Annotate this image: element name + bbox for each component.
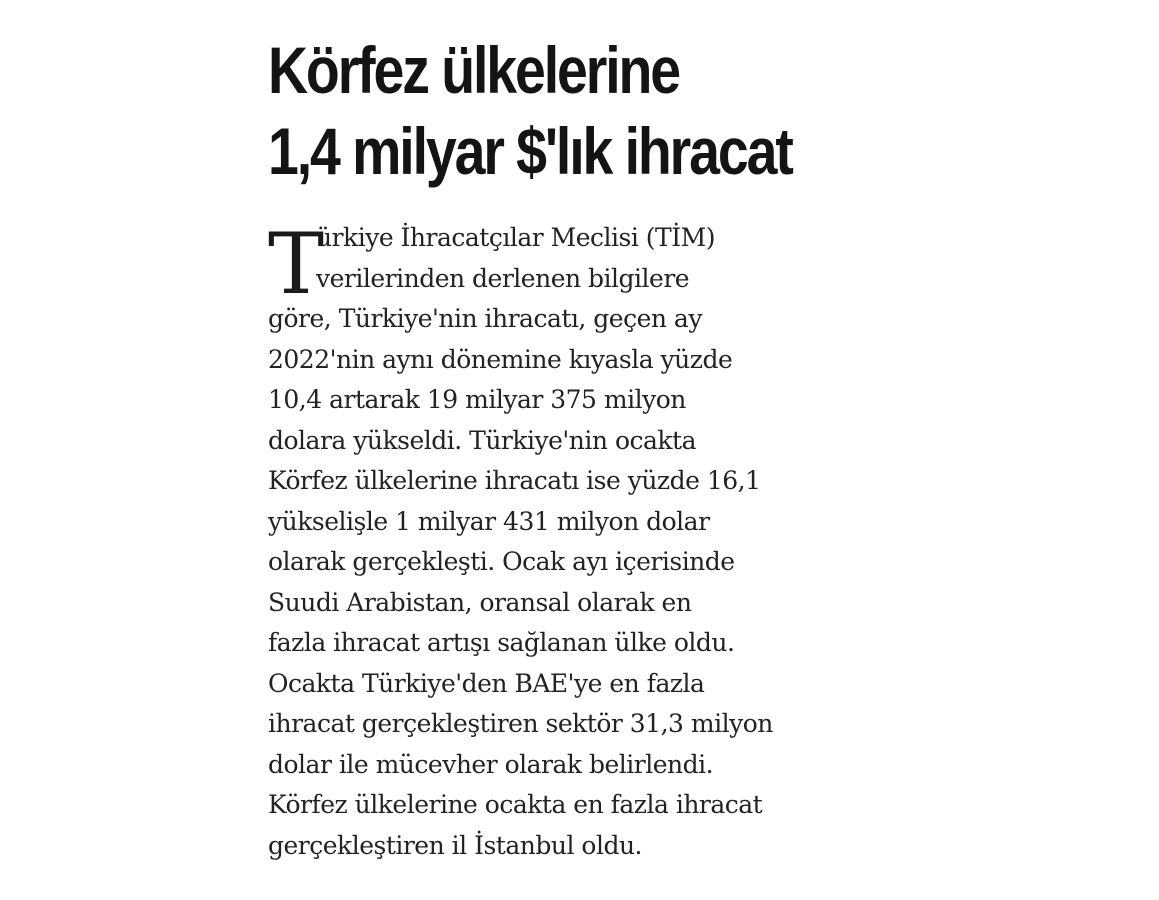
article-line: ürkiye İhracatçılar Meclisi (TİM): [316, 223, 715, 252]
headline: [268, 30, 906, 192]
article-body: [268, 215, 908, 866]
article-line: gerçekleştiren il İstanbul oldu.: [268, 830, 642, 860]
article-line: 10,4 artarak 19 milyar 375 milyon: [268, 385, 686, 414]
article-line: dolar ile mücevher olarak belirlendi.: [268, 749, 714, 779]
article-line: yükselişle 1 milyar 431 milyon dolar: [268, 506, 710, 536]
article-line: 2022'nin aynı dönemine kıyasla yüzde: [268, 344, 733, 374]
article-line: olarak gerçekleşti. Ocak ayı içerisinde: [268, 547, 735, 576]
article-line: fazla ihracat artışı sağlanan ülke oldu.: [268, 628, 735, 657]
headline-line-1: Körfez ülkelerine: [268, 33, 680, 107]
article-line: ihracat gerçekleştiren sektör 31,3 milyon: [268, 709, 773, 738]
article-line: Körfez ülkelerine ocakta en fazla ihracat: [268, 790, 763, 819]
article-line: Suudi Arabistan, oransal olarak en: [268, 587, 692, 617]
article-line: Körfez ülkelerine ihracatı ise yüzde 16,1: [268, 466, 761, 495]
drop-cap: T: [268, 215, 324, 313]
article-line: verilerinden derlenen bilgilere: [316, 263, 690, 293]
article-line: dolara yükseldi. Türkiye'nin ocakta: [268, 425, 697, 455]
article-line: göre, Türkiye'nin ihracatı, geçen ay: [268, 304, 702, 333]
news-clipping: [260, 30, 900, 860]
article-line: Ocakta Türkiye'den BAE'ye en fazla: [268, 668, 705, 698]
headline-line-2: 1,4 milyar $'lık ihracat: [268, 114, 792, 188]
